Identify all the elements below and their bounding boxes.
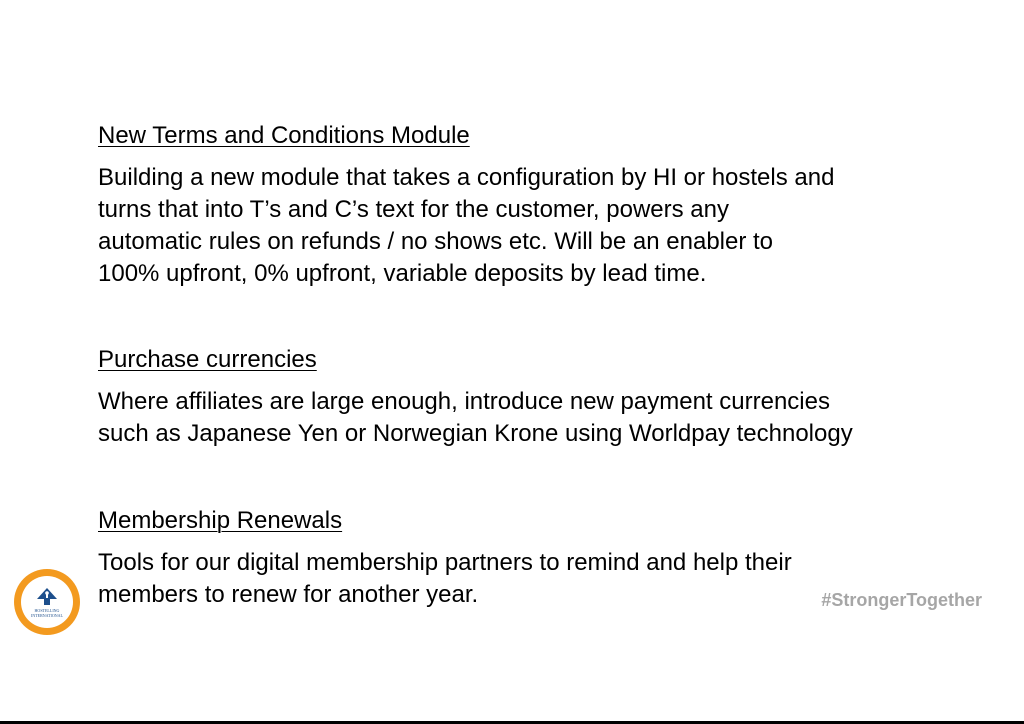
section-terms-conditions — [98, 120, 978, 290]
hashtag-label: #StrongerTogether — [821, 590, 982, 610]
section-title: Purchase currencies — [98, 346, 317, 373]
hostelling-international-logo — [14, 569, 80, 635]
logo-badge — [21, 576, 73, 628]
section-body: Where affiliates are large enough, introduce new payment currencies such as Japanese Yen or Norwegian Krone using Worldpay technology — [98, 388, 853, 447]
section-purchase-currencies — [98, 344, 978, 450]
logo-text: HOSTELLING INTERNATIONAL — [31, 607, 63, 618]
section-body: Tools for our digital membership partners to remind and help their members to renew for another year. — [98, 549, 792, 608]
house-tree-icon — [36, 587, 58, 607]
section-body: Building a new module that takes a configuration by HI or hostels and turns that into T’s and C’s text for the customer, powers any automatic rules on refunds / no shows etc. Will be an enabler to 100% upfront, 0% upfront, variable deposits by lead time. — [98, 164, 835, 287]
section-title: New Terms and Conditions Module — [98, 122, 470, 149]
section-title: Membership Renewals — [98, 507, 343, 534]
